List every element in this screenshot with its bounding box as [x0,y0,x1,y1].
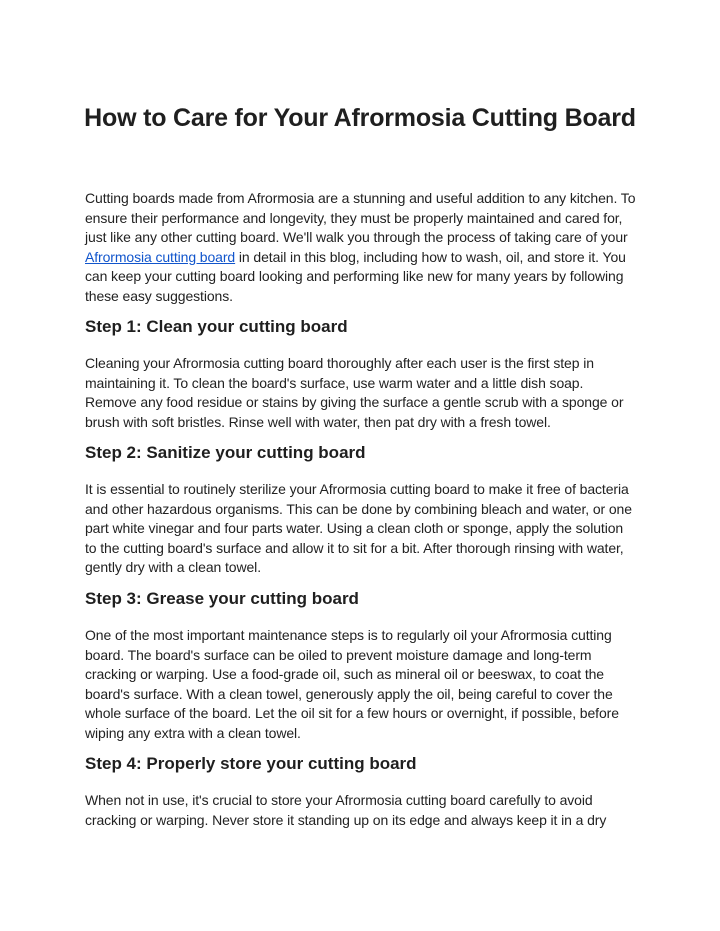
step-1-heading: Step 1: Clean your cutting board [85,317,348,336]
step-1-body: Cleaning your Afrormosia cutting board thoroughly after each user is the first step in maintaining it. To clean the board's surface, use warm water and a little dish soap. Remove any food residue or stains by giving the surface a gentle scrub with a sponge or brush with soft bristles. Rinse well with water, then pat dry with a fresh towel. [85,355,624,430]
intro-text-before-link: Cutting boards made from Afrormosia are a stunning and useful addition to any kitchen. To ensure their performance and longevity, they must be properly maintained and cared for, just like any other cutting board. We'll walk you through the process of taking care of your [85,190,636,245]
step-2-body: It is essential to routinely sterilize your Afrormosia cutting board to make it free of bacteria and other hazardous organisms. This can be done by combining bleach and water, or one part white vinegar and four parts water. Using a clean cloth or sponge, apply the solution to the cutting board's surface and allow it to sit for a bit. After thorough rinsing with water, gently dry with a clean towel. [85,481,632,575]
afrormosia-cutting-board-link[interactable]: Afrormosia cutting board [85,248,236,265]
step-4-heading: Step 4: Properly store your cutting board [85,754,417,773]
intro-paragraph [85,189,637,306]
intro-text-after-link: in detail in this blog, including how to wash, oil, and store it. You can keep your cutting board looking and performing like new for many years by following these easy suggestions. [85,248,626,304]
step-4-body: When not in use, it's crucial to store your Afrormosia cutting board carefully to avoid cracking or warping. Never store it standing up on its edge and always keep it in a dry [85,792,607,828]
step-3-heading: Step 3: Grease your cutting board [85,589,359,608]
step-3-body: One of the most important maintenance steps is to regularly oil your Afrormosia cutting board. The board's surface can be oiled to prevent moisture damage and long-term cracking or warping. Use a food-grade oil, such as mineral oil or beeswax, to coat the board's surface. With a clean towel, generously apply the oil, being careful to cover the whole surface of the board. Let the oil sit for a few hours or overnight, if possible, before wiping any extra with a clean towel. [85,627,619,741]
step-2-heading: Step 2: Sanitize your cutting board [85,443,366,462]
page-title: How to Care for Your Afrormosia Cutting Board [84,104,636,132]
